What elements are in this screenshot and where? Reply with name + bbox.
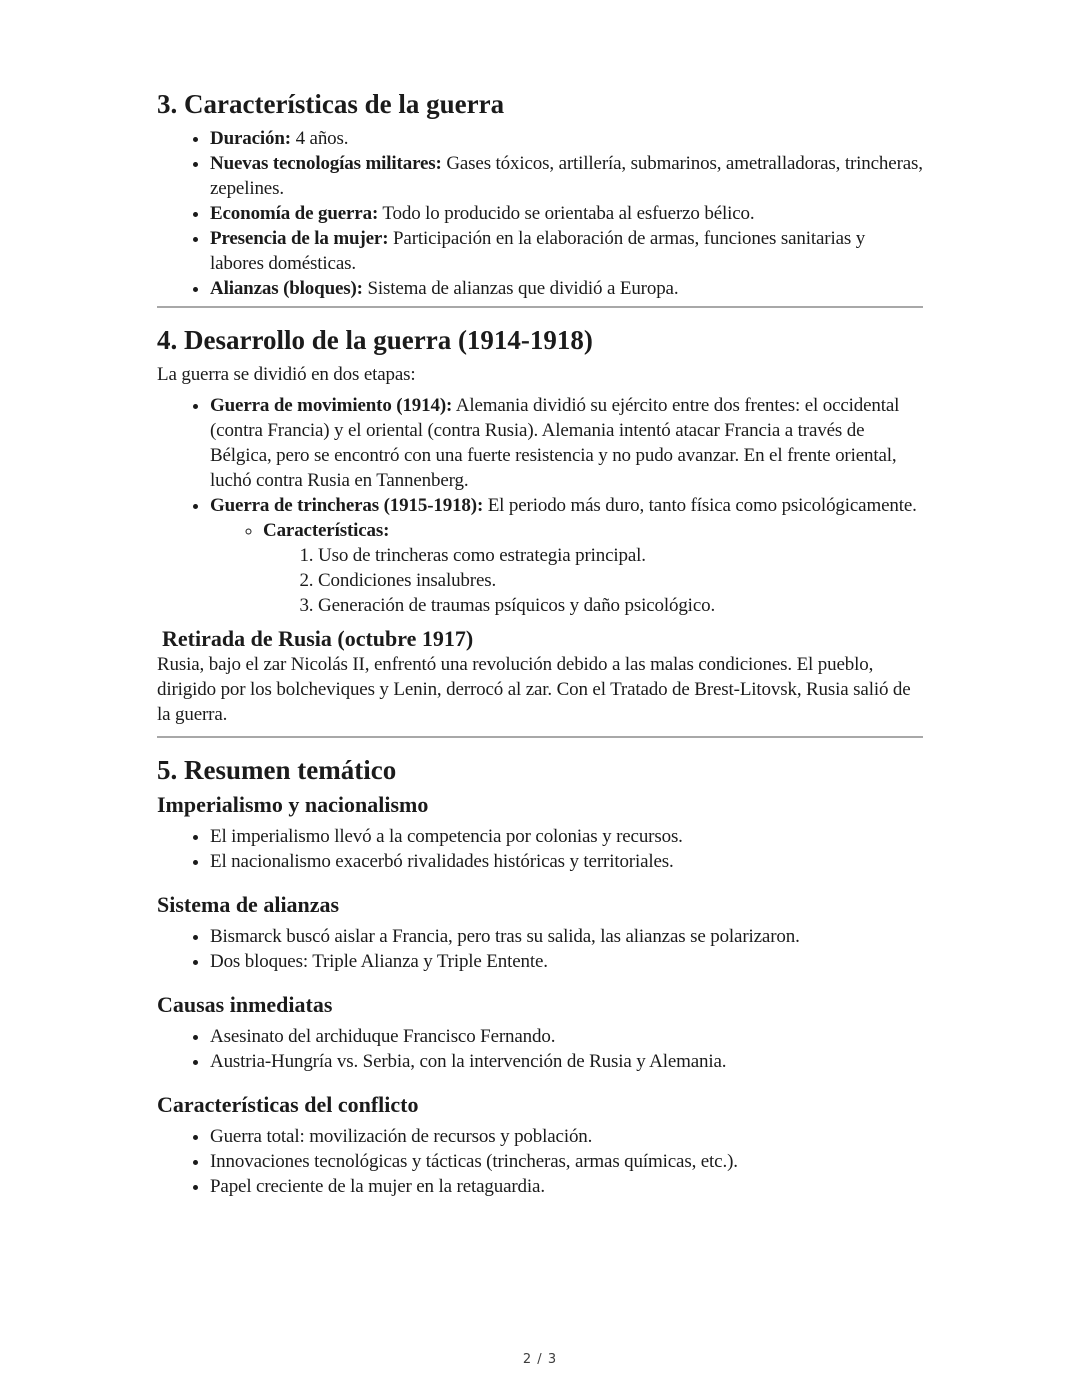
- section-desarrollo: [157, 324, 923, 727]
- list-item: [210, 226, 923, 276]
- numbered-item: 3. Generación de traumas psíquicos y daño psicológico.: [318, 593, 923, 618]
- caracteristicas-bullet-list: [157, 126, 923, 301]
- retirada-paragraph: Rusia, bajo el zar Nicolás II, enfrentó una revolución debido a las malas condiciones. El pueblo, dirigido por los bolcheviques y Lenin, derrocó al zar. Con el Tratado de Brest-Litovsk, Rusia salió de la guerra.: [157, 654, 911, 725]
- retirada-heading: Retirada de Rusia (octubre 1917): [162, 626, 474, 651]
- item-text: Todo lo producido se orientaba al esfuerzo bélico.: [378, 203, 755, 224]
- list-item: • El imperialismo llevó a la competencia por colonias y recursos.: [210, 824, 923, 849]
- section-3-heading: 3. Características de la guerra: [157, 89, 505, 119]
- group-bullet-list: [157, 1024, 923, 1074]
- list-item: • Austria-Hungría vs. Serbia, con la intervención de Rusia y Alemania.: [210, 1049, 923, 1074]
- section-resumen: [157, 754, 923, 1199]
- group-bullet-list: [157, 1124, 923, 1199]
- section-5-heading: 5. Resumen temático: [157, 755, 397, 785]
- characteristics-label: Características:: [263, 520, 390, 541]
- list-item: [210, 201, 923, 226]
- group-bullet-list: [157, 824, 923, 874]
- list-item: [210, 393, 923, 493]
- list-item: • Guerra total: movilización de recursos y población.: [210, 1124, 923, 1149]
- intro-paragraph: La guerra se dividió en dos etapas:: [157, 364, 416, 385]
- item-lead: Alianzas (bloques):: [210, 278, 363, 299]
- section-caracteristicas: [157, 0, 923, 301]
- list-item: [210, 126, 923, 151]
- list-item: [263, 518, 923, 618]
- sub-bullet-list: [210, 518, 923, 618]
- item-text: Alemania dividió su ejército entre dos frentes: el occidental (contra Francia) y el oriental (contra Rusia). Alemania intentó atacar Francia a través de Bélgica, pero se encontró con una fuerte resistencia y no pudo avanzar. En el frente oriental, luchó contra Rusia en Tannenberg.: [210, 395, 900, 491]
- item-lead: Nuevas tecnologías militares:: [210, 153, 442, 174]
- item-lead: Guerra de trincheras (1915-1918):: [210, 495, 484, 516]
- numbered-item: 1. Uso de trincheras como estrategia principal.: [318, 543, 923, 568]
- item-lead: Guerra de movimiento (1914):: [210, 395, 453, 416]
- desarrollo-bullet-list: [157, 393, 923, 618]
- list-item: [210, 151, 923, 201]
- item-lead: Economía de guerra:: [210, 203, 379, 224]
- item-text: 4 años.: [290, 128, 349, 149]
- list-item: • Bismarck buscó aislar a Francia, pero tras su salida, las alianzas se polarizaron.: [210, 924, 923, 949]
- item-lead: Duración:: [210, 128, 291, 149]
- item-text: Participación en la elaboración de armas, funciones sanitarias y labores domésticas.: [210, 228, 866, 274]
- group-title-causas: Causas inmediatas: [157, 992, 333, 1017]
- numbered-item: 2. Condiciones insalubres.: [318, 568, 923, 593]
- list-item: [210, 493, 923, 618]
- item-text: Gases tóxicos, artillería, submarinos, ametralladoras, trincheras, zepelines.: [210, 153, 923, 199]
- item-text: El periodo más duro, tanto física como psicológicamente.: [483, 495, 917, 516]
- item-lead: Presencia de la mujer:: [210, 228, 389, 249]
- group-bullet-list: [157, 924, 923, 974]
- section-4-heading: 4. Desarrollo de la guerra (1914-1918): [157, 325, 593, 355]
- list-item: • Asesinato del archiduque Francisco Fernando.: [210, 1024, 923, 1049]
- group-title-alianzas: Sistema de alianzas: [157, 892, 340, 917]
- numbered-list: [263, 543, 923, 618]
- group-title-imperialismo: Imperialismo y nacionalismo: [157, 792, 429, 817]
- group-title-conflicto: Características del conflicto: [157, 1092, 419, 1117]
- page-number: 2 / 3: [522, 1352, 558, 1367]
- section-divider: [157, 306, 923, 308]
- list-item: [210, 276, 923, 301]
- list-item: • Papel creciente de la mujer en la retaguardia.: [210, 1174, 923, 1199]
- section-divider: [157, 736, 923, 738]
- item-text: Sistema de alianzas que dividió a Europa.: [362, 278, 679, 299]
- list-item: • Innovaciones tecnológicas y tácticas (trincheras, armas químicas, etc.).: [210, 1149, 923, 1174]
- list-item: • El nacionalismo exacerbó rivalidades históricas y territoriales.: [210, 849, 923, 874]
- list-item: • Dos bloques: Triple Alianza y Triple Entente.: [210, 949, 923, 974]
